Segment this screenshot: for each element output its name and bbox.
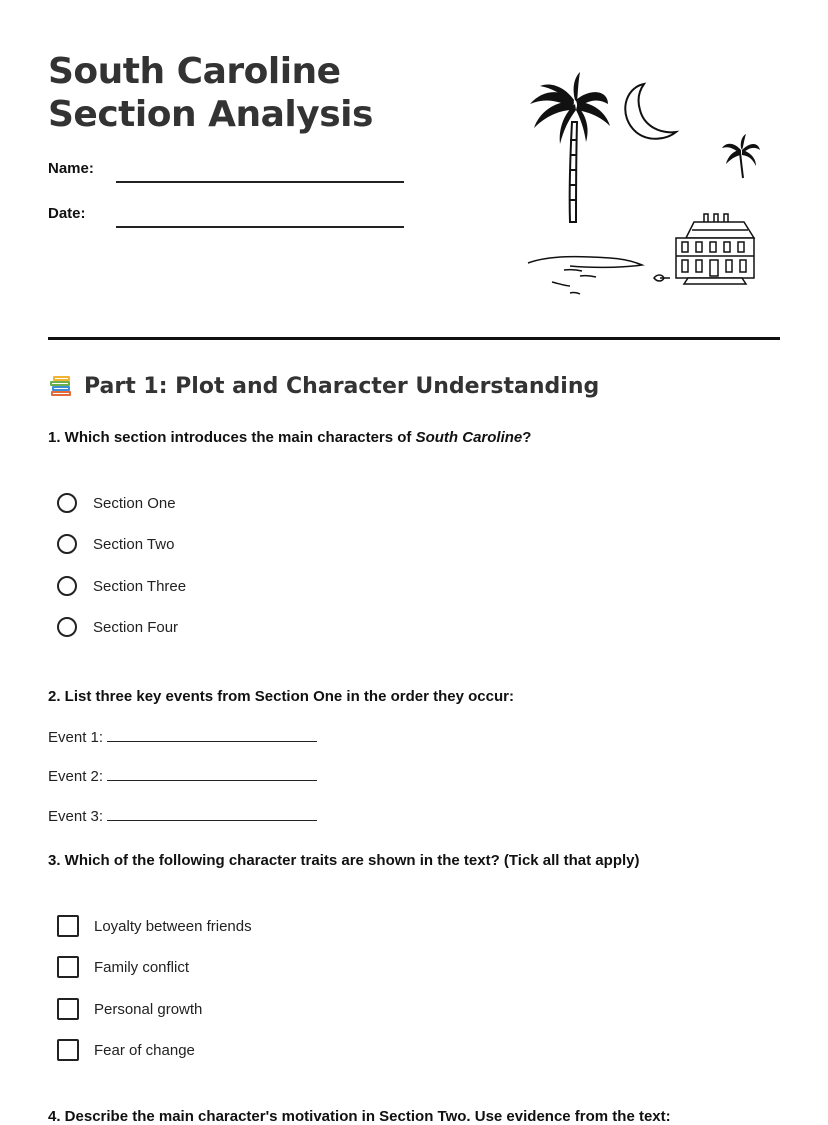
palm-tree-icon — [530, 72, 610, 222]
question-1 — [48, 429, 531, 446]
event-2-row — [48, 768, 317, 785]
books-icon — [48, 373, 74, 399]
date-label: Date: — [48, 205, 86, 222]
q1-option-section-three[interactable] — [57, 576, 186, 596]
checkbox[interactable] — [57, 956, 79, 978]
q1-option-label: Section Four — [93, 618, 179, 636]
q1-option-section-two[interactable] — [57, 534, 174, 554]
crescent-moon-icon — [625, 84, 676, 139]
question-3: 3. Which of the following character traits are shown in the text? (Tick all that apply) — [48, 852, 640, 869]
radio-button[interactable] — [57, 617, 77, 637]
q3-option-label: Loyalty between friends — [94, 917, 252, 935]
checkbox[interactable] — [57, 1039, 79, 1061]
date-field[interactable] — [116, 226, 404, 228]
q1-option-label: Section One — [93, 494, 176, 512]
checkbox[interactable] — [57, 998, 79, 1020]
event-1-field[interactable] — [107, 729, 317, 742]
q3-option-personal-growth[interactable] — [57, 998, 202, 1020]
q3-option-family-conflict[interactable] — [57, 956, 189, 978]
q1-option-section-one[interactable] — [57, 493, 176, 513]
event-2-field[interactable] — [107, 768, 317, 781]
question-4: 4. Describe the main character's motivation in Section Two. Use evidence from the text: — [48, 1108, 671, 1125]
radio-button[interactable] — [57, 493, 77, 513]
q1-option-label: Section Two — [93, 535, 175, 553]
q1-option-section-four[interactable] — [57, 617, 178, 637]
book-title: South Caroline — [415, 429, 523, 446]
house-icon — [654, 214, 754, 284]
name-label: Name: — [48, 160, 94, 177]
q1-option-label: Section Three — [93, 577, 187, 595]
small-palm-icon — [722, 134, 760, 178]
checkbox[interactable] — [57, 915, 79, 937]
q3-option-label: Personal growth — [94, 1000, 203, 1018]
radio-button[interactable] — [57, 576, 77, 596]
q3-option-label: Fear of change — [94, 1041, 195, 1059]
event-3-field[interactable] — [107, 808, 317, 821]
question-1-text: 1. Which section introduces the main characters of — [48, 429, 416, 446]
question-1-suffix: ? — [522, 429, 532, 446]
q3-option-loyalty[interactable] — [57, 915, 252, 937]
q3-option-fear-of-change[interactable] — [57, 1039, 195, 1061]
event-3-row — [48, 808, 317, 825]
event-2-label: Event 2: — [48, 768, 104, 785]
event-1-label: Event 1: — [48, 729, 104, 746]
question-2: 2. List three key events from Section One in the order they occur: — [48, 688, 514, 705]
shoreline-icon — [528, 257, 642, 294]
radio-button[interactable] — [57, 534, 77, 554]
section-divider — [48, 337, 780, 340]
part-1-title: Part 1: Plot and Character Understanding — [84, 373, 600, 399]
beach-illustration — [520, 60, 790, 310]
part-1-heading — [48, 373, 599, 399]
page-title: South Caroline Section Analysis — [48, 51, 373, 135]
event-1-row — [48, 729, 317, 746]
name-field[interactable] — [116, 181, 404, 183]
q3-option-label: Family conflict — [94, 958, 190, 976]
event-3-label: Event 3: — [48, 808, 104, 825]
